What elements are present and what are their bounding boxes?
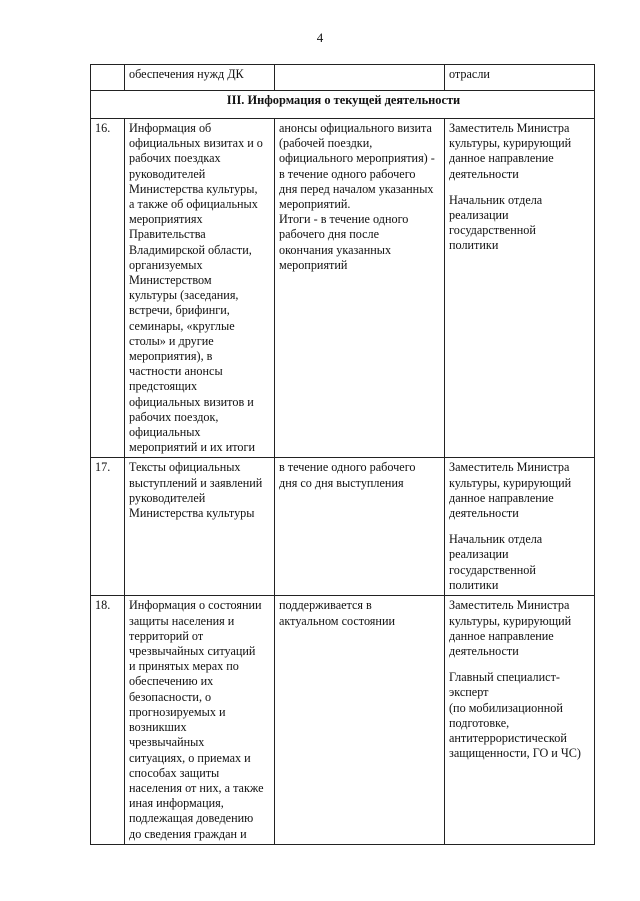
row-number: 18. <box>91 596 125 844</box>
title-line: официальных визитах и о <box>129 136 263 151</box>
responsible-line: эксперт <box>449 685 489 700</box>
title-line: способах защиты <box>129 765 220 780</box>
deadline-line: анонсы официального визита <box>279 121 432 135</box>
responsible-line: культуры, курирующий <box>449 475 572 490</box>
responsible-line: Заместитель Министра <box>449 460 570 475</box>
title-line: и принятых мерах по <box>129 659 239 674</box>
title-line: территорий от <box>129 628 204 643</box>
responsible-line: защищенности, ГО и ЧС) <box>449 746 581 761</box>
title-line: Министерством <box>129 273 212 288</box>
row-title: обеспечения нужд ДК <box>125 65 275 91</box>
row-deadline <box>275 119 445 458</box>
row-deadline <box>275 458 445 596</box>
row-deadline <box>275 596 445 844</box>
responsible-line: политики <box>449 577 499 592</box>
responsible-line: данное направление <box>449 151 554 166</box>
row-title <box>125 119 275 458</box>
title-line: Министерства культуры <box>129 506 255 521</box>
title-line: возникших <box>129 720 187 735</box>
row-number: 16. <box>91 119 125 458</box>
deadline-line: Итоги - в течение одного <box>279 212 409 227</box>
deadline-line: в течение одного рабочего <box>279 166 416 181</box>
title-line: мероприятий и их итоги <box>129 440 256 455</box>
responsible-line: культуры, курирующий <box>449 136 572 151</box>
paragraph-gap <box>449 659 592 670</box>
row-number: 17. <box>91 458 125 596</box>
title-line: Информация о состоянии <box>129 598 262 613</box>
title-line: иная информация, <box>129 796 224 811</box>
title-line: Министерства культуры, <box>129 181 258 196</box>
responsible-line: деятельности <box>449 506 519 521</box>
deadline-line: актуальном состоянии <box>279 613 395 628</box>
responsible-line: антитеррористической <box>449 731 567 746</box>
title-line: рабочих поездок, <box>129 409 219 424</box>
information-table <box>90 64 595 845</box>
title-line: Тексты официальных <box>129 460 241 475</box>
title-line: ситуациях, о приемах и <box>129 750 251 765</box>
title-line: семинары, «круглые <box>129 318 235 333</box>
title-line: руководителей <box>129 166 206 181</box>
table-row <box>91 119 595 458</box>
row-responsible <box>445 458 595 596</box>
responsible-line: данное направление <box>449 628 554 643</box>
page-number: 4 <box>316 30 324 45</box>
paragraph-gap <box>449 521 592 532</box>
deadline-line: в течение одного рабочего <box>279 460 416 475</box>
responsible-line: (по мобилизационной <box>449 700 563 715</box>
responsible-line: Начальник отдела <box>449 192 543 207</box>
responsible-line: деятельности <box>449 166 519 181</box>
title-line: мероприятиях <box>129 212 203 227</box>
title-line: предстоящих <box>129 379 198 394</box>
row-title <box>125 458 275 596</box>
title-line: выступлений и заявлений <box>129 475 263 490</box>
responsible-line: Заместитель Министра <box>449 121 570 135</box>
title-line: до сведения граждан и <box>129 826 247 841</box>
paragraph-gap <box>449 182 592 193</box>
deadline-line: дня перед началом указанных <box>279 181 434 196</box>
title-line: мероприятия), в <box>129 349 213 364</box>
title-line: населения от них, а также <box>129 780 264 795</box>
title-line: рабочих поездках <box>129 151 221 166</box>
title-line: официальных визитов и <box>129 394 254 409</box>
responsible-line: реализации <box>449 547 509 562</box>
row-responsible <box>445 119 595 458</box>
title-line: чрезвычайных <box>129 735 205 750</box>
deadline-line: дня со дня выступления <box>279 475 404 490</box>
title-line: а также об официальных <box>129 197 258 212</box>
responsible-line: государственной <box>449 562 536 577</box>
section-title: III. Информация о текущей деятельности <box>91 91 595 119</box>
title-line: руководителей <box>129 490 206 505</box>
row-number <box>91 65 125 91</box>
row-title <box>125 596 275 844</box>
title-line: столы» и другие <box>129 333 214 348</box>
section-header-row <box>91 91 595 119</box>
responsible-line: политики <box>449 238 499 253</box>
deadline-line: рабочего дня после <box>279 227 380 242</box>
title-line: защиты населения и <box>129 613 235 628</box>
title-line: Правительства <box>129 227 206 242</box>
title-line: Информация об <box>129 121 212 135</box>
title-line: чрезвычайных ситуаций <box>129 644 256 659</box>
title-line: безопасности, о <box>129 689 212 704</box>
title-line: организуемых <box>129 257 203 272</box>
responsible-line: Начальник отдела <box>449 532 543 547</box>
responsible-line: Заместитель Министра <box>449 598 570 613</box>
responsible-line: деятельности <box>449 644 519 659</box>
title-line: обеспечению их <box>129 674 214 689</box>
row-responsible <box>445 596 595 844</box>
responsible-line: данное направление <box>449 490 554 505</box>
title-line: прогнозируемых и <box>129 704 226 719</box>
title-line: официальных <box>129 425 201 440</box>
title-line: культуры (заседания, <box>129 288 239 303</box>
deadline-line: мероприятий. <box>279 197 351 212</box>
title-line: Владимирской области, <box>129 242 252 257</box>
responsible-line: культуры, курирующий <box>449 613 572 628</box>
title-line: встречи, брифинги, <box>129 303 230 318</box>
row-responsible: отрасли <box>445 65 595 91</box>
table-row <box>91 596 595 844</box>
title-line: подлежащая доведению <box>129 811 254 826</box>
responsible-line: подготовке, <box>449 715 510 730</box>
responsible-line: Главный специалист- <box>449 670 560 685</box>
table-row <box>91 458 595 596</box>
responsible-line: государственной <box>449 223 536 238</box>
deadline-line: окончания указанных <box>279 242 392 257</box>
deadline-line: (рабочей поездки, <box>279 136 373 151</box>
deadline-line: официального мероприятия) - <box>279 151 435 166</box>
deadline-line: мероприятий <box>279 257 348 272</box>
responsible-line: реализации <box>449 208 509 223</box>
deadline-line: поддерживается в <box>279 598 372 613</box>
table-row-continuation <box>91 65 595 91</box>
row-deadline <box>275 65 445 91</box>
title-line: частности анонсы <box>129 364 223 379</box>
